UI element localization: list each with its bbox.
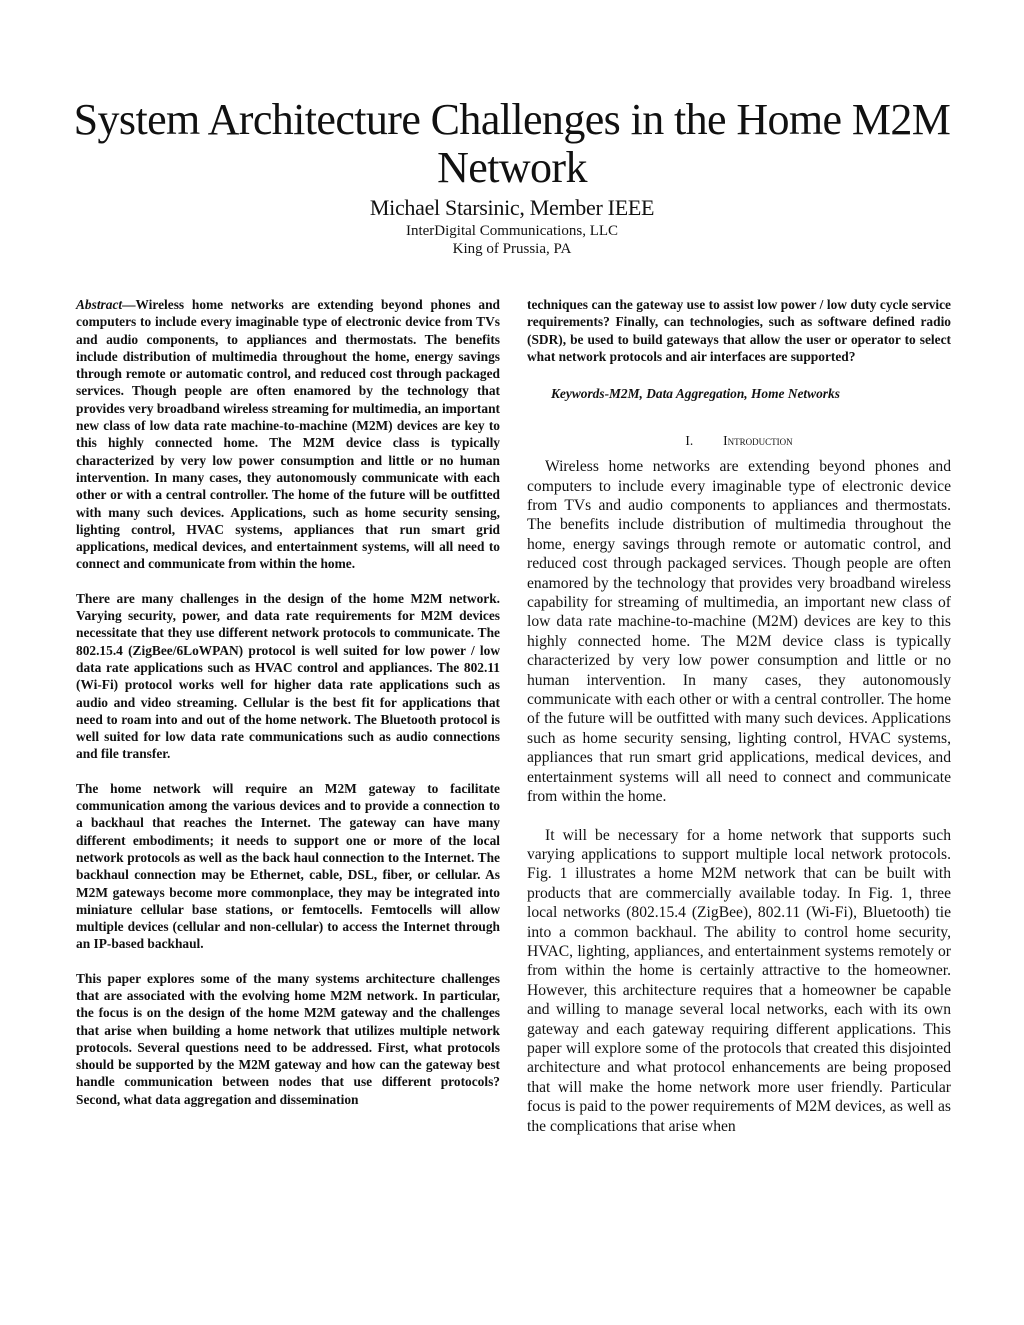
paper-title: System Architecture Challenges in the Home M2M Network [73,95,951,192]
keywords: Keywords-M2M, Data Aggregation, Home Networks [551,386,840,402]
section-heading-introduction [527,432,951,449]
section-title: Introduction [723,433,793,449]
intro-paragraph-1: Wireless home networks are extending beyond phones and computers to include every imaginable type of electronic device from TVs and audio components to appliances and thermostats. The benefits include distribution of multimedia throughout the home, energy savings through remote or automatic control, and reduced cost through packaged services. Though people are often enamored by the technology that provides very broadband wireless capability for streaming of multimedia, an important new class of low data rate machine-to-machine (M2M) devices are key to this highly connected home. The M2M device class is typically characterized by very low power consumption and little or no human intervention. In many cases, they autonomously communicate with each other or with a central controller. The home of the future will be outfitted with many such devices. Applications such as home security sensing, lighting control, HVAC systems, appliances that run smart grid applications, medical devices, and entertainment systems will all need to connect and communicate from within the home. [527,458,951,806]
intro-paragraph-2: It will be necessary for a home network that supports such varying applications to support multiple local network protocols. Fig. 1 illustrates a home M2M network that can be built with products that are commercially available today. In Fig. 1, three local networks (802.15.4 (ZigBee), 802.11 (Wi-Fi), Bluetooth) tie into a common backhaul. The ability to control home security, HVAC, lighting, appliances, and entertainment systems remotely or from within the home is certainly attractive to the homeowner. However, this architecture requires that a homeowner be capable and willing to manage several local networks, each with its own gateway and each gateway requiring different applications. This paper will explore some of the protocols that created this disjointed architecture and what protocol enhancements are being proposed that will make the home network more user friendly. Particular focus is paid to the power requirements of M2M devices, as well as the complications that arise when [527,826,951,1135]
author-location: King of Prussia, PA [452,241,572,257]
abstract-paragraph-4: This paper explores some of the many systems architecture challenges that are associated with the evolving home M2M network. In particular, the focus is on the design of the home M2M gateway and the challenges that arise when building a home network that utilizes multiple network protocols. Several questions need to be addressed. First, what protocols should be supported by the M2M gateway and how can the gateway best handle communication between nodes that use different protocols? Second, what data aggregation and dissemination [76,970,500,1107]
right-column [527,296,951,1136]
left-column [76,296,500,1125]
section-number: I. [685,433,694,449]
abstract-paragraph-3: The home network will require an M2M gateway to facilitate communication among the various devices and to provide a connection to a backhaul that reaches the Internet. The gateway can have many different embodiments; it needs to support one or more of the local network protocols as well as the back haul connection to the Internet. The backhaul connection may be Ethernet, cable, DSL, fiber, or cellular. As M2M gateways become more commonplace, they may be integrated into miniature cellular base stations, or femtocells. Femtocells will allow multiple devices (cellular and non-cellular) to access the Internet through an IP-based backhaul. [76,780,500,952]
abstract-dash: — [122,297,136,312]
abstract-continuation: techniques can the gateway use to assist low power / low duty cycle service requirements? Finally, can technologies, such as software defined radio (SDR), be used to build gateways that allow the user or operator to select what network protocols and air interfaces are supported? [527,297,951,364]
abstract-label: Abstract [76,297,123,312]
abstract-paragraph-1 [76,296,500,573]
abstract-text-1: Wireless home networks are extending beyond phones and computers to include every imaginable type of electronic device from TVs and audio components, to appliances and thermostats. The benefits include distribution of multimedia throughout the home, energy savings through remote or automatic control, and reduced cost through packaged services. Though people are often enamored by the technology that provides very broadband wireless streaming for multimedia, an important new class of low data rate machine-to-machine (M2M) devices are key to this highly connected home. The M2M device class is typically characterized by very low power consumption and little or no human intervention. In many cases, they autonomously communicate with each other or with a central controller. The home of the future will be outfitted with many such devices. Applications, such as home security sensing, lighting control, HVAC systems, appliances that run smart grid applications, medical devices, and entertainment systems, will all need to connect and communicate from within the home. [76,297,500,572]
abstract-paragraph-2: There are many challenges in the design of the home M2M network. Varying security, power, and data rate requirements for M2M devices necessitate that they use different network protocols to communicate. The 802.15.4 (ZigBee/6LoWPAN) protocol is well suited for low power / low data rate applications such as HVAC control and appliances. The 802.11 (Wi-Fi) protocol works well for higher data rate applications such as audio and video streaming. Cellular is the best fit for applications that need to roam into and out of the home network. The Bluetooth protocol is well suited for low data rate communications such as audio connections and file transfer. [76,590,500,762]
author-name: Michael Starsinic, Member IEEE [369,195,655,220]
author-affiliation: InterDigital Communications, LLC [405,223,619,239]
